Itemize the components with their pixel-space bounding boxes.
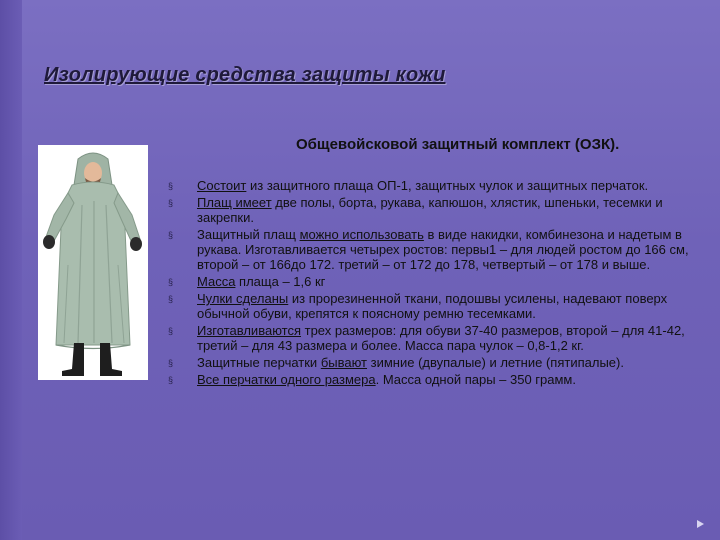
underlined-term: бывают [320,355,368,370]
bullet-text: две полы, борта, рукава, капюшон, хлястик, шпеньки, тесемки и закрепки. [197,195,663,225]
bullet-text: плаща – 1,6 кг [235,274,326,289]
bullet-text: зимние (двупалые) и летние (пятипалые). [367,355,624,370]
bullet-text: из прорезиненной ткани, подошвы усилены, надевают поверх обычной обуви, крепятся к поясному ремню тесемками. [197,291,668,321]
bullet-marker: § [168,358,174,368]
underlined-term: Все перчатки одного размера [197,372,376,387]
suit-figure-icon [38,145,148,380]
list-item [168,195,708,225]
slide-title: Изолирующие средства защиты кожи [44,64,446,86]
slide-subtitle: Общевойсковой защитный комплект (ОЗК). [296,136,620,153]
bullet-marker: § [168,198,174,208]
list-item [168,291,708,321]
bullet-text: . Масса одной пары – 350 грамм. [375,372,576,387]
play-triangle-icon [697,520,704,528]
underlined-term: Плащ имеет [197,195,272,210]
bullet-marker: § [168,277,174,287]
slide-left-strip [0,0,22,540]
underlined-term: Чулки сделаны [197,291,289,306]
underlined-term: можно использовать [299,227,424,242]
bullet-text: из защитного плаща ОП-1, защитных чулок и защитных перчаток. [246,178,649,193]
bullet-list [168,178,708,389]
list-item [168,178,708,193]
bullet-marker: § [168,230,174,240]
bullet-marker: § [168,294,174,304]
bullet-text: в виде накидки, комбинезона и надетым в рукава. Изготавливается четырех ростов: первы1 – для людей ростом до 166 см, второй – от 166до 172. третий – от 172 до 178, четвертый – от 178 и выше. [197,227,689,272]
list-item [168,227,708,272]
bullet-text-prefix: Защитный плащ [197,227,300,242]
list-item [168,372,708,387]
underlined-term: Изготавливаются [197,323,301,338]
list-item [168,323,708,353]
underlined-term: Состоит [197,178,247,193]
bullet-marker: § [168,181,174,191]
protective-suit-photo [38,145,148,380]
bullet-text: трех размеров: для обуви 37-40 размеров, второй – для 41-42, третий – для 43 размера и более. Масса пара чулок – 0,8-1,2 кг. [197,323,685,353]
list-item [168,355,708,370]
bullet-text-prefix: Защитные перчатки [197,355,321,370]
underlined-term: Масса [197,274,236,289]
bullet-marker: § [168,375,174,385]
list-item [168,274,708,289]
bullet-marker: § [168,326,174,336]
